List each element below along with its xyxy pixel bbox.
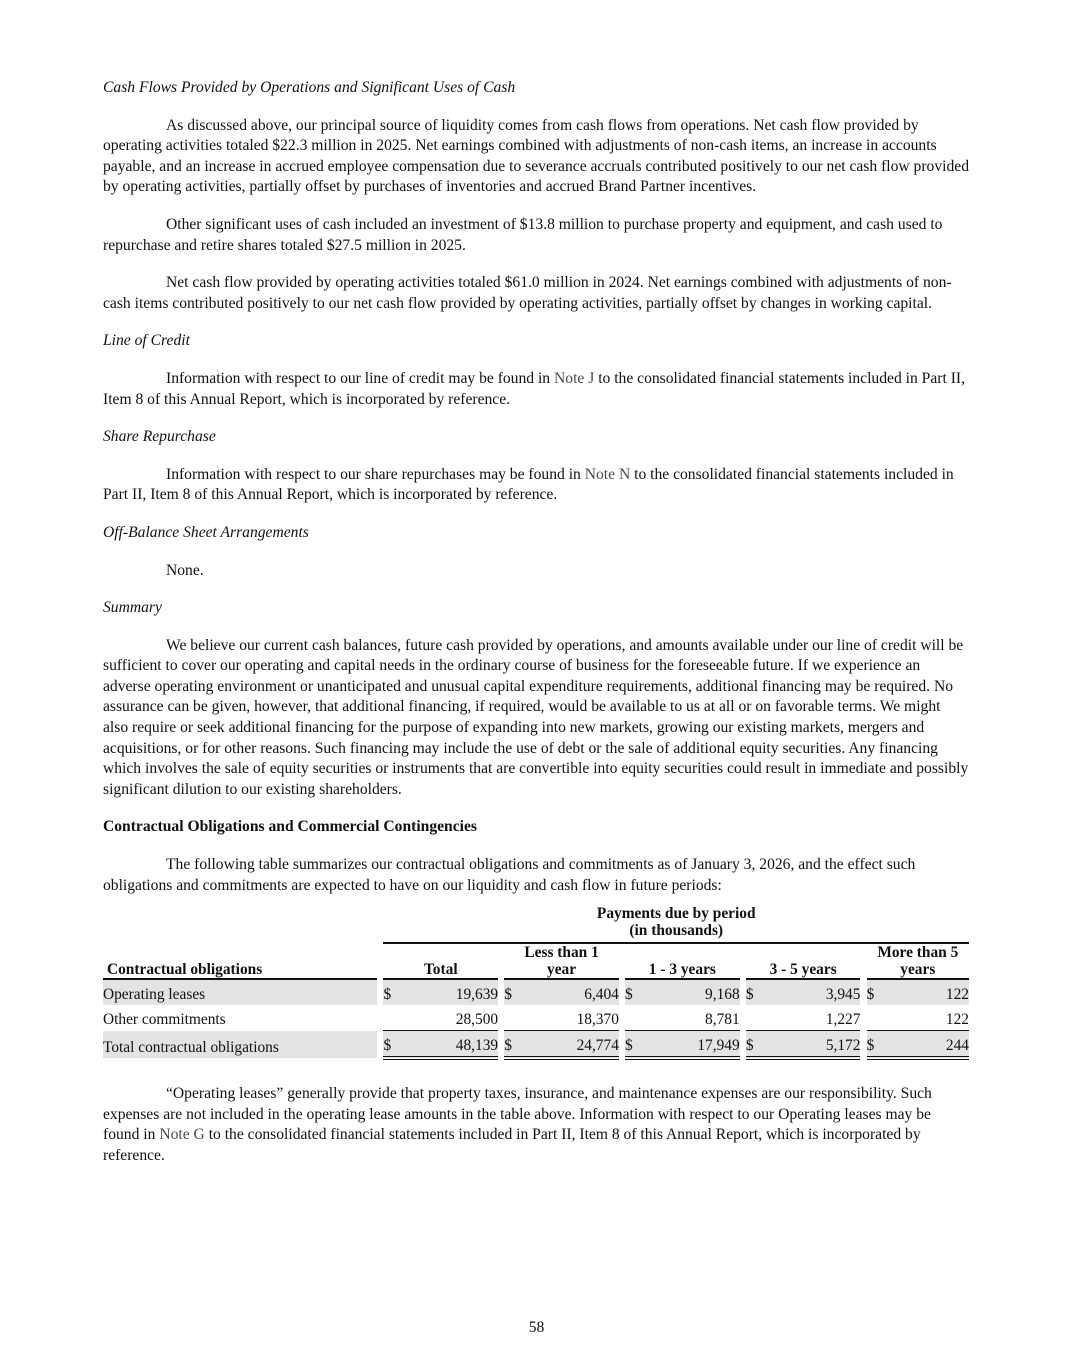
contractual-obligations-heading: Contractual Obligations and Commercial Contingencies (103, 818, 477, 836)
note-n-link[interactable]: Note N (584, 465, 631, 483)
share-repurchase-heading: Share Repurchase (103, 428, 216, 446)
page-number: 58 (528, 1319, 545, 1336)
off-balance-paragraph: None. (166, 561, 204, 579)
off-balance-heading: Off-Balance Sheet Arrangements (103, 523, 309, 541)
col-header-total: Total (383, 943, 498, 979)
summary-heading: Summary (103, 599, 162, 617)
line-of-credit-text-before: Information with respect to our line of credit may be found in (166, 369, 555, 387)
share-repurchase-text-after: to the consolidated financial statements included in Part II, Item 8 of this Annual Report, which is incorporated by reference. (103, 465, 954, 504)
operating-leases-note-paragraph (103, 1084, 969, 1166)
cash-flows-paragraph-1: As discussed above, our principal source of liquidity comes from cash flows from operations. Net cash flow provided by operating activities totaled $22.3 million in 2025. Net earnings combined with adjustments of non-cash items, an increase in accounts payable, and an increase in accrued employee compensation due to severance accruals contributed positively to our net cash flow provided by operating activities, partially offset by purchases of inventories and accrued Brand Partner incentives. (103, 116, 969, 196)
contractual-obligations-intro: The following table summarizes our contractual obligations and commitments as of January 3, 2026, and the effect such obligations and commitments are expected to have on our liquidity and cash flow in future periods: (103, 856, 916, 894)
operating-leases-text-after: to the consolidated financial statements included in Part II, Item 8 of this Annual Report, which is incorporated by reference. (103, 1126, 921, 1164)
contractual-obligations-table (103, 905, 969, 1060)
line-of-credit-heading: Line of Credit (103, 332, 190, 350)
share-repurchase-paragraph (103, 465, 969, 506)
table-row: Other commitments 28,500 18,370 8,781 1,227 122 (103, 1005, 969, 1031)
table-row-total: Total contractual obligations $ 48,139 $ 24,774 $ 17,949 $ 5,172 $ 244 (103, 1031, 969, 1059)
operating-leases-text-before: “Operating leases” generally provide that property taxes, insurance, and maintenance expenses are our responsibility. Such expenses are not included in the operating lease amounts in the table above. Information with respect to our Operating leases may be found in (103, 1085, 932, 1144)
note-j-link[interactable]: Note J (554, 369, 595, 387)
payments-due-header: Payments due by period (in thousands) (383, 905, 969, 943)
line-of-credit-text-after: to the consolidated financial statements included in Part II, Item 8 of this Annual Report, which is incorporated by reference. (103, 369, 965, 408)
table-column-header-row (103, 943, 969, 979)
col-header-more-than-5-years: More than 5 years (867, 943, 969, 979)
cash-flows-paragraph-3: Net cash flow provided by operating activities totaled $61.0 million in 2024. Net earnings combined with adjustments of non-cash items contributed positively to our net cash flow provided by operating activities, partially offset by changes in working capital. (103, 274, 952, 312)
col-header-3-5-years: 3 - 5 years (746, 943, 861, 979)
line-of-credit-paragraph (103, 369, 969, 410)
col-header-less-than-1-year: Less than 1 year (504, 943, 619, 979)
share-repurchase-text-before: Information with respect to our share repurchases may be found in (166, 465, 585, 483)
col-header-contractual-obligations: Contractual obligations (103, 943, 377, 979)
document-page (103, 78, 969, 1167)
table-group-header-row (103, 905, 969, 943)
cash-flows-heading: Cash Flows Provided by Operations and Significant Uses of Cash (103, 79, 516, 96)
summary-paragraph: We believe our current cash balances, future cash provided by operations, and amounts available under our line of credit will be sufficient to cover our operating and capital needs in the ordinary course of business for the foreseeable future. If we experience an adverse operating environment or unanticipated and unusual capital expenditure requirements, additional financing may be required. No assurance can be given, however, that additional financing, if required, would be available to us at all or on favorable terms. We might also require or seek additional financing for the purpose of expanding into new markets, growing our existing markets, mergers and acquisitions, or for other reasons. Such financing may include the use of debt or the sale of additional equity securities. Any financing which involves the sale of equity securities or instruments that are convertible into equity securities could result in immediate and possibly significant dilution to our existing shareholders. (103, 636, 969, 798)
col-header-1-3-years: 1 - 3 years (625, 943, 740, 979)
cash-flows-paragraph-2: Other significant uses of cash included an investment of $13.8 million to purchase property and equipment, and cash used to repurchase and retire shares totaled $27.5 million in 2025. (103, 215, 943, 254)
note-g-link[interactable]: Note G (159, 1126, 205, 1144)
table-row: Operating leases $ 19,639 $ 6,404 $ 9,168 $ 3,945 $ 122 (103, 979, 969, 1005)
